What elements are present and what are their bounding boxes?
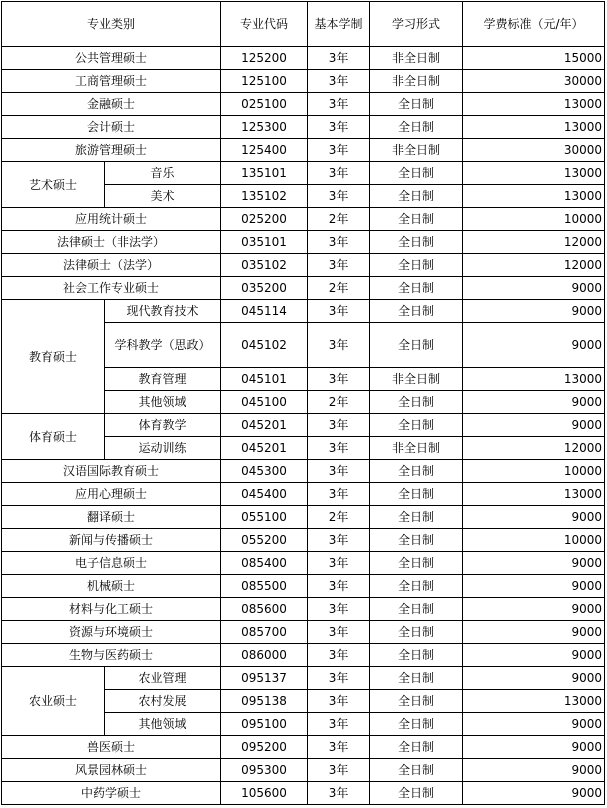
program-years: 3年 <box>308 300 370 323</box>
program-code: 045101 <box>221 368 308 391</box>
tuition-fee: 12000 <box>463 254 605 277</box>
program-code: 085700 <box>221 621 308 644</box>
study-mode: 全日制 <box>370 460 463 483</box>
program-code: 095200 <box>221 736 308 759</box>
program-name: 应用心理硕士 <box>2 483 221 506</box>
tuition-fee: 9000 <box>463 782 605 805</box>
table-row <box>2 667 605 690</box>
study-mode: 全日制 <box>370 116 463 139</box>
study-mode: 非全日制 <box>370 368 463 391</box>
study-mode: 全日制 <box>370 300 463 323</box>
program-years: 3年 <box>308 575 370 598</box>
program-years: 3年 <box>308 782 370 805</box>
tuition-fee: 9000 <box>463 277 605 300</box>
program-years: 3年 <box>308 162 370 185</box>
program-name: 社会工作专业硕士 <box>2 277 221 300</box>
program-name: 材料与化工硕士 <box>2 598 221 621</box>
program-code: 045300 <box>221 460 308 483</box>
program-code: 085400 <box>221 552 308 575</box>
study-mode: 全日制 <box>370 208 463 231</box>
program-years: 3年 <box>308 254 370 277</box>
program-code: 125400 <box>221 139 308 162</box>
program-code: 045114 <box>221 300 308 323</box>
program-years: 3年 <box>308 759 370 782</box>
program-name: 机械硕士 <box>2 575 221 598</box>
program-subfield: 其他领域 <box>105 391 221 414</box>
table-row <box>2 116 605 139</box>
program-years: 3年 <box>308 529 370 552</box>
tuition-fee: 13000 <box>463 483 605 506</box>
program-code: 035102 <box>221 254 308 277</box>
table-row <box>2 414 605 437</box>
tuition-fee: 13000 <box>463 690 605 713</box>
program-subfield: 其他领域 <box>105 713 221 736</box>
program-subfield: 现代教育技术 <box>105 300 221 323</box>
tuition-fee: 13000 <box>463 93 605 116</box>
program-name: 翻译硕士 <box>2 506 221 529</box>
program-code: 125300 <box>221 116 308 139</box>
tuition-fee: 9000 <box>463 552 605 575</box>
program-years: 3年 <box>308 621 370 644</box>
table-row <box>2 575 605 598</box>
program-years: 2年 <box>308 277 370 300</box>
study-mode: 非全日制 <box>370 70 463 93</box>
tuition-fee: 10000 <box>463 460 605 483</box>
table-row <box>2 598 605 621</box>
study-mode: 全日制 <box>370 529 463 552</box>
program-code: 035200 <box>221 277 308 300</box>
tuition-fee: 9000 <box>463 506 605 529</box>
header-fee: 学费标准（元/年） <box>463 2 605 47</box>
program-years: 3年 <box>308 185 370 208</box>
program-name: 会计硕士 <box>2 116 221 139</box>
program-code: 045102 <box>221 323 308 368</box>
program-group: 农业硕士 <box>2 667 105 736</box>
study-mode: 全日制 <box>370 185 463 208</box>
table-row <box>2 644 605 667</box>
program-years: 3年 <box>308 598 370 621</box>
program-name: 中药学硕士 <box>2 782 221 805</box>
header-code: 专业代码 <box>221 2 308 47</box>
program-code: 095138 <box>221 690 308 713</box>
program-years: 3年 <box>308 47 370 70</box>
table-row <box>2 736 605 759</box>
program-code: 135102 <box>221 185 308 208</box>
program-code: 045100 <box>221 391 308 414</box>
program-name: 兽医硕士 <box>2 736 221 759</box>
tuition-fee: 13000 <box>463 162 605 185</box>
program-years: 3年 <box>308 231 370 254</box>
table-row <box>2 70 605 93</box>
program-group: 艺术硕士 <box>2 162 105 208</box>
study-mode: 非全日制 <box>370 139 463 162</box>
program-subfield: 音乐 <box>105 162 221 185</box>
program-name: 公共管理硕士 <box>2 47 221 70</box>
study-mode: 全日制 <box>370 162 463 185</box>
program-subfield: 农村发展 <box>105 690 221 713</box>
tuition-fee: 9000 <box>463 391 605 414</box>
table-row <box>2 208 605 231</box>
program-subfield: 运动训练 <box>105 437 221 460</box>
study-mode: 全日制 <box>370 598 463 621</box>
program-code: 055200 <box>221 529 308 552</box>
tuition-fee: 10000 <box>463 208 605 231</box>
table-row <box>2 460 605 483</box>
program-code: 125100 <box>221 70 308 93</box>
program-name: 风景园林硕士 <box>2 759 221 782</box>
table-row <box>2 231 605 254</box>
tuition-fee: 9000 <box>463 414 605 437</box>
table-row <box>2 529 605 552</box>
table-row <box>2 552 605 575</box>
program-code: 045201 <box>221 414 308 437</box>
table-row <box>2 782 605 805</box>
study-mode: 全日制 <box>370 782 463 805</box>
program-code: 035101 <box>221 231 308 254</box>
program-years: 3年 <box>308 139 370 162</box>
tuition-fee: 9000 <box>463 713 605 736</box>
study-mode: 全日制 <box>370 644 463 667</box>
program-code: 086000 <box>221 644 308 667</box>
program-name: 旅游管理硕士 <box>2 139 221 162</box>
program-subfield: 美术 <box>105 185 221 208</box>
program-years: 3年 <box>308 690 370 713</box>
tuition-fee: 10000 <box>463 529 605 552</box>
program-code: 125200 <box>221 47 308 70</box>
program-years: 3年 <box>308 736 370 759</box>
study-mode: 全日制 <box>370 414 463 437</box>
study-mode: 全日制 <box>370 277 463 300</box>
program-code: 025200 <box>221 208 308 231</box>
study-mode: 非全日制 <box>370 437 463 460</box>
study-mode: 全日制 <box>370 621 463 644</box>
tuition-fee: 30000 <box>463 139 605 162</box>
program-code: 095100 <box>221 713 308 736</box>
program-code: 135101 <box>221 162 308 185</box>
study-mode: 全日制 <box>370 254 463 277</box>
header-row <box>2 2 605 47</box>
study-mode: 全日制 <box>370 323 463 368</box>
program-name: 资源与环境硕士 <box>2 621 221 644</box>
table-row <box>2 621 605 644</box>
program-code: 085500 <box>221 575 308 598</box>
program-name: 法律硕士（法学） <box>2 254 221 277</box>
tuition-fee: 9000 <box>463 736 605 759</box>
tuition-fee: 13000 <box>463 116 605 139</box>
program-subfield: 农业管理 <box>105 667 221 690</box>
program-code: 105600 <box>221 782 308 805</box>
program-years: 3年 <box>308 644 370 667</box>
program-years: 2年 <box>308 506 370 529</box>
program-subfield: 学科教学（思政） <box>105 323 221 368</box>
program-years: 2年 <box>308 391 370 414</box>
program-years: 3年 <box>308 713 370 736</box>
program-name: 金融硕士 <box>2 93 221 116</box>
header-years: 基本学制 <box>308 2 370 47</box>
tuition-fee: 9000 <box>463 759 605 782</box>
table-row <box>2 254 605 277</box>
program-years: 3年 <box>308 460 370 483</box>
program-code: 025100 <box>221 93 308 116</box>
table-row <box>2 139 605 162</box>
program-name: 应用统计硕士 <box>2 208 221 231</box>
study-mode: 全日制 <box>370 93 463 116</box>
tuition-fee-table <box>1 1 605 805</box>
tuition-fee: 13000 <box>463 185 605 208</box>
program-name: 工商管理硕士 <box>2 70 221 93</box>
program-code: 085600 <box>221 598 308 621</box>
study-mode: 全日制 <box>370 736 463 759</box>
header-category: 专业类别 <box>2 2 221 47</box>
program-name: 新闻与传播硕士 <box>2 529 221 552</box>
program-years: 3年 <box>308 93 370 116</box>
program-years: 2年 <box>308 208 370 231</box>
program-years: 3年 <box>308 483 370 506</box>
program-name: 法律硕士（非法学） <box>2 231 221 254</box>
study-mode: 全日制 <box>370 713 463 736</box>
tuition-fee: 9000 <box>463 575 605 598</box>
table-row <box>2 93 605 116</box>
study-mode: 全日制 <box>370 575 463 598</box>
table-row <box>2 47 605 70</box>
program-group: 体育硕士 <box>2 414 105 460</box>
program-years: 3年 <box>308 437 370 460</box>
study-mode: 非全日制 <box>370 47 463 70</box>
tuition-fee: 9000 <box>463 300 605 323</box>
study-mode: 全日制 <box>370 690 463 713</box>
study-mode: 全日制 <box>370 483 463 506</box>
tuition-fee: 9000 <box>463 598 605 621</box>
program-years: 3年 <box>308 116 370 139</box>
tuition-fee: 12000 <box>463 437 605 460</box>
tuition-fee: 9000 <box>463 323 605 368</box>
program-years: 3年 <box>308 70 370 93</box>
study-mode: 全日制 <box>370 759 463 782</box>
tuition-fee: 12000 <box>463 231 605 254</box>
tuition-fee: 15000 <box>463 47 605 70</box>
program-name: 汉语国际教育硕士 <box>2 460 221 483</box>
program-name: 生物与医药硕士 <box>2 644 221 667</box>
tuition-fee: 30000 <box>463 70 605 93</box>
program-subfield: 教育管理 <box>105 368 221 391</box>
program-code: 095300 <box>221 759 308 782</box>
study-mode: 全日制 <box>370 667 463 690</box>
table-row <box>2 162 605 185</box>
study-mode: 全日制 <box>370 552 463 575</box>
program-group: 教育硕士 <box>2 300 105 414</box>
study-mode: 全日制 <box>370 231 463 254</box>
header-mode: 学习形式 <box>370 2 463 47</box>
table-row <box>2 300 605 323</box>
study-mode: 全日制 <box>370 391 463 414</box>
program-years: 3年 <box>308 323 370 368</box>
program-code: 055100 <box>221 506 308 529</box>
program-code: 045400 <box>221 483 308 506</box>
table-row <box>2 759 605 782</box>
tuition-fee: 9000 <box>463 644 605 667</box>
program-years: 3年 <box>308 667 370 690</box>
table-row <box>2 506 605 529</box>
tuition-fee: 9000 <box>463 667 605 690</box>
program-years: 3年 <box>308 414 370 437</box>
table-row <box>2 483 605 506</box>
program-years: 3年 <box>308 552 370 575</box>
program-years: 3年 <box>308 368 370 391</box>
tuition-fee: 9000 <box>463 621 605 644</box>
program-name: 电子信息硕士 <box>2 552 221 575</box>
program-code: 045201 <box>221 437 308 460</box>
table-row <box>2 277 605 300</box>
tuition-fee: 13000 <box>463 368 605 391</box>
study-mode: 全日制 <box>370 506 463 529</box>
program-code: 095137 <box>221 667 308 690</box>
program-subfield: 体育教学 <box>105 414 221 437</box>
